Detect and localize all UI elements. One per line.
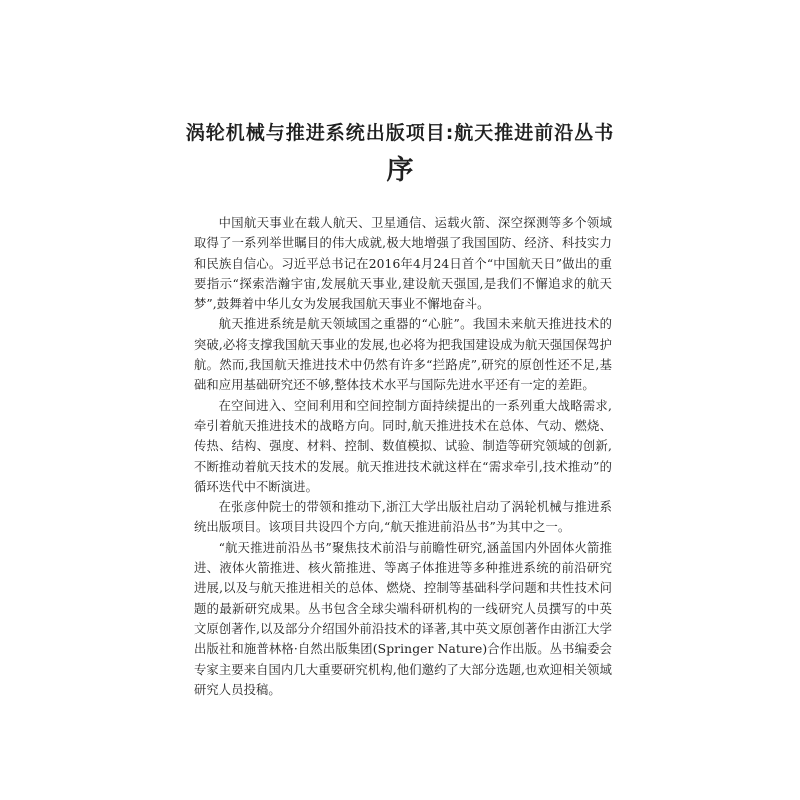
paragraph-2: 航天推进系统是航天领域国之重器的“心脏”。我国未来航天推进技术的突破,必将支撑我国航天事业的发展,也必将为把我国建设成为航天强国保驾护航。然而,我国航天推进技术中仍然有许多“拦路虎”,研究的原创性还不足,基础和应用基础研究还不够,整体技术水平与国际先进水平还有一定的差距。 [194,317,612,393]
paragraph-3: 在空间进入、空间利用和空间控制方面持续提出的一系列重大战略需求,牵引着航天推进技术的战略方向。同时,航天推进技术在总体、气动、燃烧、传热、结构、强度、材料、控制、数值模拟、试验、制造等研究领域的创新,不断推动着航天技术的发展。航天推进技术就这样在“需求牵引,技术推动”的循环迭代中不断演进。 [194,398,612,494]
paragraph-4: 在张彦仲院士的带领和推动下,浙江大学出版社启动了涡轮机械与推进系统出版项目。该项目共设四个方向,“航天推进前沿丛书”为其中之一。 [194,500,612,535]
paragraph-5: “航天推进前沿丛书”聚焦技术前沿与前瞻性研究,涵盖国内外固体火箭推进、液体火箭推进、核火箭推进、等离子体推进等多种推进系统的前沿研究进展,以及与航天推进相关的总体、燃烧、控制等基础科学问题和共性技术问题的最新研究成果。丛书包含全球尖端科研机构的一线研究人员撰写的中英文原创著作,以及部分介绍国外前沿技术的译著,其中英文原创著作由浙江大学出版社和施普林格·自然出版集团(Springer Nature)合作出版。丛书编委会专家主要来自国内几大重要研究机构,他们邀约了大部分选题,也欢迎相关领域研究人员投稿。 [194,540,612,697]
preface-heading: 序 [386,155,414,186]
paragraph-1: 中国航天事业在载人航天、卫星通信、运载火箭、深空探测等多个领域取得了一系列举世瞩目的伟大成就,极大地增强了我国国防、经济、科技实力和民族自信心。习近平总书记在2016年4月24日首个“中国航天日”做出的重要指示“探索浩瀚宇宙,发展航天事业,建设航天强国,是我们不懈追求的航天梦”,鼓舞着中华儿女为发展我国航天事业不懈地奋斗。 [194,216,612,312]
preface-body [194,213,612,700]
series-title: 涡轮机械与推进系统出版项目:航天推进前沿丛书 [185,122,615,144]
